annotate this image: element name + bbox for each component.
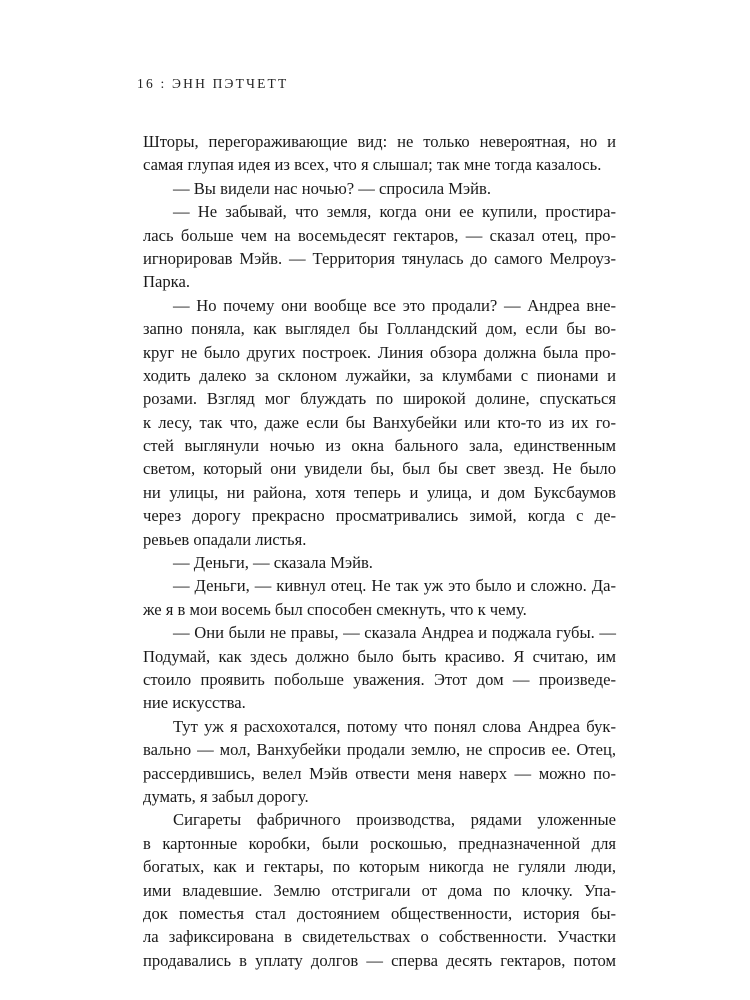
text-line: самая глупая идея из всех, что я слышал; так мне тогда казалось.	[143, 155, 602, 175]
text-line: стоило проявить побольше уважения. Этот дом — произведе-	[143, 669, 616, 689]
text-line: круг не было других построек. Линия обзора должна была про-	[143, 342, 616, 362]
text-line: Шторы, перегораживающие вид: не только невероятная, но и	[143, 132, 616, 151]
text-line: розами. Взгляд мог блуждать по широкой долине, спускаться	[143, 389, 616, 409]
text-line: Тут уж я расхохотался, потому что понял слова Андреа бук-	[173, 716, 616, 736]
text-line: думать, я забыл дорогу.	[143, 786, 309, 806]
text-line: в картонные коробки, были роскошью, предназначенной для	[143, 833, 616, 853]
text-line: — Вы видели нас ночью? — спросила Мэйв.	[173, 178, 492, 198]
text-line: Подумай, как здесь должно было быть красиво. Я считаю, им	[143, 646, 616, 666]
text-line: ими владевшие. Землю отстригали от дома по клочку. Упа-	[143, 880, 616, 900]
text-line: вально — мол, Ванхубейки продали землю, не спросив ее. Отец,	[143, 740, 616, 760]
text-line: Парка.	[143, 272, 190, 292]
author-name: ЭНН ПЭТЧЕТТ	[172, 76, 289, 91]
text-line: ревьев опадали листья.	[143, 529, 307, 549]
text-line: стей выглянули ночью из окна бального зала, единственным	[143, 436, 616, 456]
text-line: ние искусства.	[143, 693, 246, 713]
text-line: док поместья стал достоянием общественности, история бы-	[143, 903, 616, 923]
page-number: 16	[137, 76, 155, 91]
text-line: запно поняла, как выглядел бы Голландский дом, если бы во-	[143, 319, 616, 339]
body-text	[143, 130, 616, 972]
text-line: игнорировав Мэйв. — Территория тянулась до самого Мелроуз-	[143, 248, 616, 268]
text-line: светом, который они увидели бы, был бы свет звезд. Не было	[143, 459, 616, 479]
text-line: ла зафиксирована в свидетельствах о собственности. Участки	[143, 927, 616, 947]
text-line: через дорогу прекрасно просматривались зимой, когда с де-	[143, 506, 616, 526]
text-line: к лесу, так что, даже если бы Ванхубейки или кто-то из их го-	[143, 412, 616, 432]
text-line: — Деньги, — сказала Мэйв.	[173, 553, 373, 573]
text-line: ходить далеко за склоном лужайки, за клумбами с пионами и	[143, 365, 616, 385]
text-line: — Деньги, — кивнул отец. Не так уж это было и сложно. Да-	[173, 576, 616, 596]
running-head	[137, 76, 288, 92]
text-line: Сигареты фабричного производства, рядами уложенные	[173, 810, 616, 830]
text-line: — Они были не правы, — сказала Андреа и поджала губы. —	[173, 623, 616, 643]
header-separator: :	[160, 76, 167, 91]
text-line: же я в мои восемь был способен смекнуть, что к чему.	[143, 599, 527, 619]
text-line: продавались в уплату долгов — сперва десять гектаров, потом	[143, 950, 616, 970]
text-line: — Но почему они вообще все это продали? — Андреа вне-	[173, 295, 616, 315]
text-line: ни улицы, ни района, хотя теперь и улица, и дом Буксбаумов	[143, 482, 616, 502]
text-line: рассердившись, велел Мэйв отвести меня наверх — можно по-	[143, 763, 616, 783]
text-line: богатых, как и гектары, по которым никогда не гуляли люди,	[143, 857, 616, 877]
text-line: — Не забывай, что земля, когда они ее купили, простира-	[173, 202, 616, 222]
text-line: лась больше чем на восемьдесят гектаров, — сказал отец, про-	[143, 225, 616, 245]
